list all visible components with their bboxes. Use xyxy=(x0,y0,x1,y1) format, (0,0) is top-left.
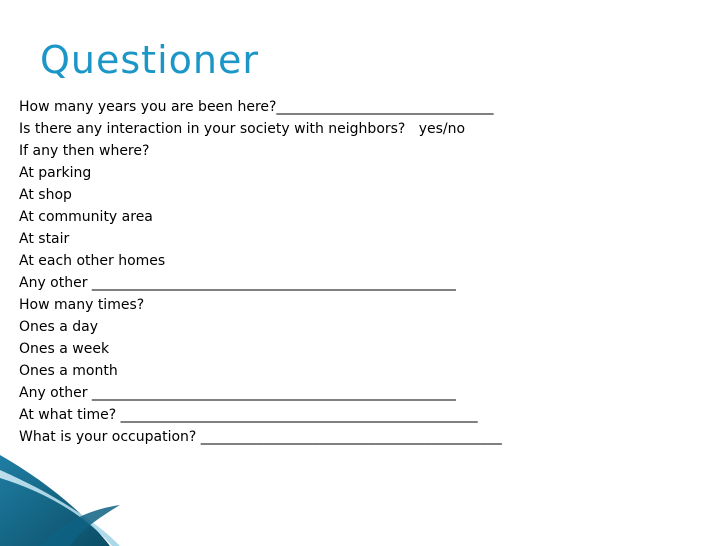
option-line: Any other ____________________________________________________ xyxy=(19,385,456,401)
slide-title: Questioner xyxy=(40,38,259,82)
option-line: At shop xyxy=(19,187,72,203)
option-line: At parking xyxy=(19,165,92,181)
option-line: Ones a week xyxy=(19,341,110,357)
question-line: How many years you are been here?_______________________________ xyxy=(19,99,494,115)
option-line: Any other ____________________________________________________ xyxy=(19,275,456,291)
option-line: At community area xyxy=(19,209,153,225)
option-line: At each other homes xyxy=(19,253,166,269)
question-line: If any then where? xyxy=(19,143,150,159)
option-line: Ones a day xyxy=(19,319,99,335)
question-line: At what time? ___________________________________________________ xyxy=(19,407,478,423)
question-line: Is there any interaction in your society with neighbors? yes/no xyxy=(19,121,466,137)
question-line: What is your occupation? ___________________________________________ xyxy=(19,429,502,445)
question-line: How many times? xyxy=(19,297,145,313)
option-line: At stair xyxy=(19,231,70,247)
option-line: Ones a month xyxy=(19,363,118,379)
